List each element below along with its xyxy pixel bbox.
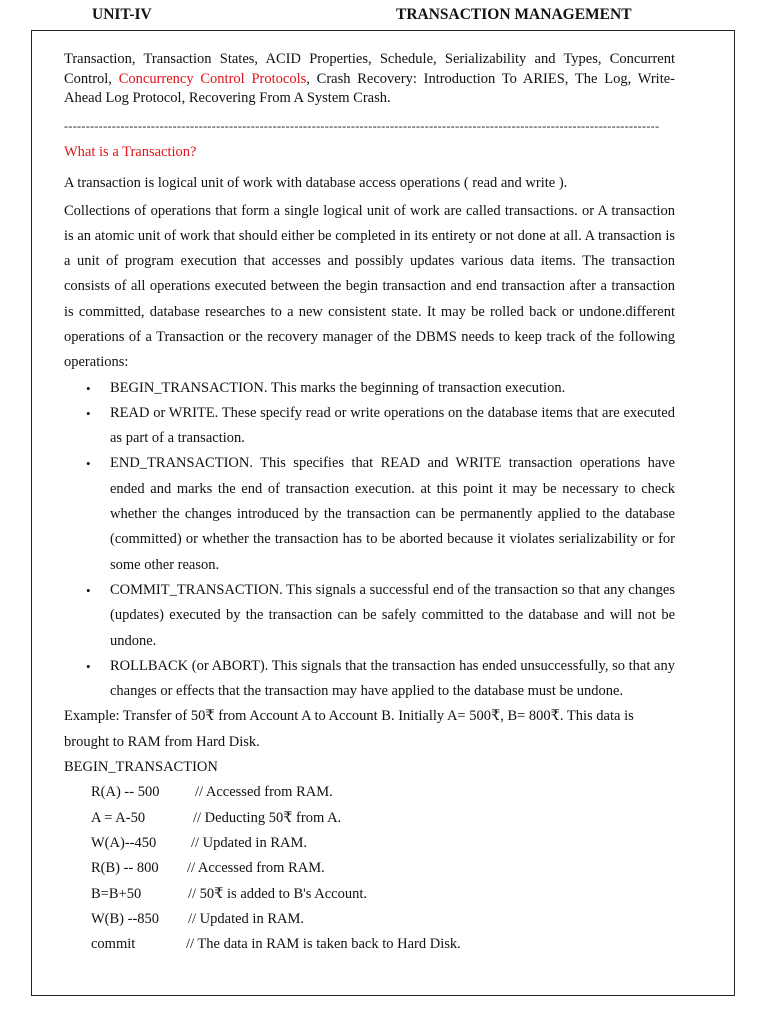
page-header xyxy=(0,6,768,28)
code-statement: R(A) -- 500 xyxy=(91,784,160,801)
bullet-icon: • xyxy=(86,658,91,674)
code-comment: // Accessed from RAM. xyxy=(187,860,325,877)
code-line xyxy=(64,907,675,932)
code-line xyxy=(64,932,675,957)
list-item-text: BEGIN_TRANSACTION. This marks the beginning of transaction execution. xyxy=(110,379,566,396)
code-block xyxy=(64,780,675,957)
code-line xyxy=(64,806,675,831)
operations-list xyxy=(64,376,675,705)
bullet-icon: • xyxy=(86,582,91,598)
page-content xyxy=(64,50,675,957)
list-item xyxy=(64,578,675,654)
bullet-icon: • xyxy=(86,456,91,472)
code-comment: // The data in RAM is taken back to Hard Disk. xyxy=(186,936,461,953)
syllabus-text-2: , Crash Recovery: Introduction To ARIES, The Log, Write-Ahead Log Protocol, Recovering From A System Crash. xyxy=(64,70,675,106)
code-statement: B=B+50 xyxy=(91,885,142,902)
list-item xyxy=(64,451,675,577)
list-item-text: READ or WRITE. These specify read or write operations on the database items that are executed as part of a transaction. xyxy=(110,404,675,447)
code-statement: R(B) -- 800 xyxy=(91,860,159,877)
example-text: Example: Transfer of 50₹ from Account A to Account B. Initially A= 500₹, B= 800₹. This data is brought to RAM from Hard Disk. xyxy=(64,708,634,750)
definition-text: A transaction is logical unit of work with database access operations ( read and write ). xyxy=(64,174,568,191)
body-paragraph: Collections of operations that form a single logical unit of work are called transactions. or A transaction is an atomic unit of work that should either be completed in its entirety or not done at all. A transaction is a unit of program execution that accesses and possibly updates various data items. The transaction consists of all operations executed between the begin transaction and end transaction after a transaction is committed, database researches to a new consistent state. It may be rolled back or undone.different operations of a Transaction or the recovery manager of the DBMS needs to keep track of the following operations: xyxy=(64,202,675,371)
list-item xyxy=(64,401,675,452)
list-item-text: END_TRANSACTION. This specifies that READ and WRITE transaction operations have ended and marks the end of transaction execution. at this point it may be necessary to check whether the changes introduced by the transaction can be permanently applied to the database (committed) or whether the transaction has to be aborted because it violates serializability or for some other reason. xyxy=(110,455,675,573)
code-comment: // Accessed from RAM. xyxy=(195,784,333,801)
code-comment: // Deducting 50₹ from A. xyxy=(193,809,342,826)
header-title: TRANSACTION MANAGEMENT xyxy=(396,6,632,23)
list-item-text: COMMIT_TRANSACTION. This signals a successful end of the transaction so that any changes (updates) executed by the transaction can be safely committed to the database and will not be undone. xyxy=(110,581,675,649)
section-heading: What is a Transaction? xyxy=(64,143,197,160)
bullet-icon: • xyxy=(86,380,91,396)
code-statement: W(A)--450 xyxy=(91,834,157,851)
unit-label: UNIT-IV xyxy=(92,6,152,23)
code-comment: // Updated in RAM. xyxy=(191,834,307,851)
code-statement: A = A-50 xyxy=(91,809,146,826)
code-comment: // Updated in RAM. xyxy=(188,910,304,927)
list-item-text: ROLLBACK (or ABORT). This signals that the transaction has ended unsuccessfully, so that any changes or effects that the transaction may have applied to the database must be undone. xyxy=(110,657,675,700)
syllabus-text-1: Transaction, Transaction States, ACID Properties, Schedule, Serializability and Types, Concurrent Control, xyxy=(64,51,675,87)
code-comment: // 50₹ is added to B's Account. xyxy=(188,885,367,902)
syllabus-highlight: Concurrency Control Protocols xyxy=(118,70,307,87)
code-line xyxy=(64,882,675,907)
code-line xyxy=(64,780,675,805)
list-item xyxy=(64,654,675,705)
code-line xyxy=(64,856,675,881)
code-statement: W(B) --850 xyxy=(91,910,160,927)
code-line xyxy=(64,831,675,856)
dashed-divider: ----------------------------------------------------------------------------------------------------------------------------------------- xyxy=(64,118,660,133)
list-item xyxy=(64,376,675,401)
syllabus-topics xyxy=(64,50,675,109)
begin-transaction-label: BEGIN_TRANSACTION xyxy=(64,759,218,776)
code-statement: commit xyxy=(91,936,136,953)
bullet-icon: • xyxy=(86,405,91,421)
